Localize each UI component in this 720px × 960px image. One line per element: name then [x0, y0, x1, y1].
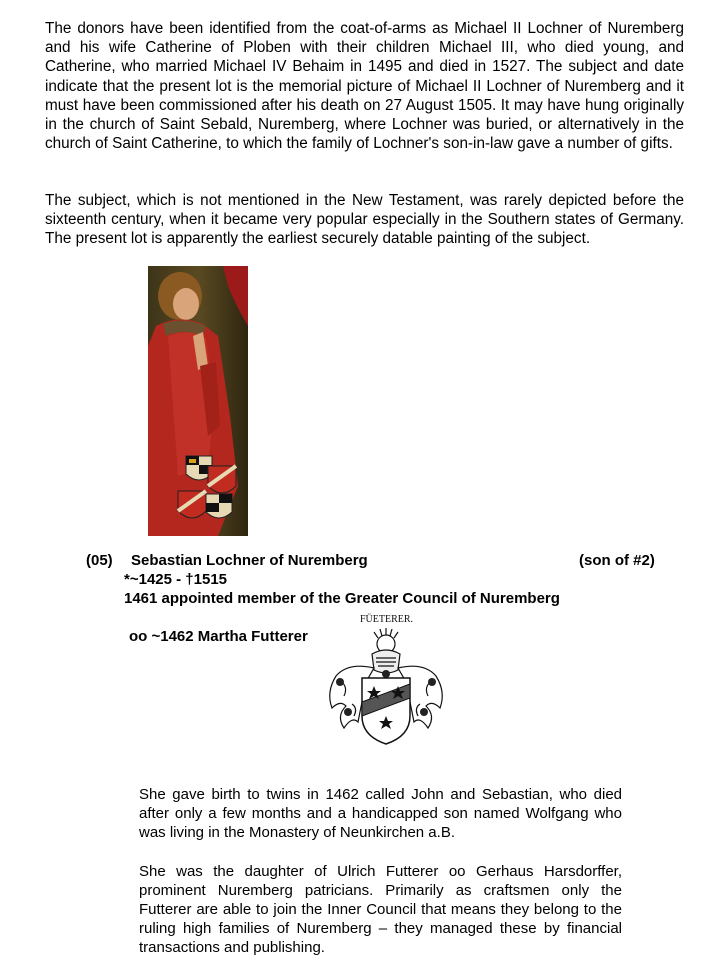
coat-of-arms-icon	[318, 612, 454, 748]
entry-council: 1461 appointed member of the Greater Council of Nuremberg	[124, 590, 560, 607]
entry-number: (05)	[86, 552, 113, 569]
coat-caption: FÜETERER.	[360, 614, 414, 625]
kneeling-donor-painting	[148, 266, 248, 536]
entry-dates: *~1425 - †1515	[124, 571, 228, 588]
painting-detail-image	[148, 266, 248, 536]
paragraph-futterer-family: She was the daughter of Ulrich Futterer oo Gerhaus Harsdorffer, prominent Nuremberg patricians. Primarily as craftsmen only the Futterer are able to join the Inner Council that means they belong to the ruling high families of Nuremberg – they managed these by financial transactions and publishing.	[139, 863, 622, 956]
paragraph-subject: The subject, which is not mentioned in the New Testament, was rarely depicted before the sixteenth century, when it became very popular especially in the Southern states of Germany. The present lot is apparently the earliest securely datable painting of the subject.	[45, 192, 684, 248]
futterer-coat-of-arms	[318, 612, 454, 748]
paragraph-twins: She gave birth to twins in 1462 called John and Sebastian, who died after only a few months and a handicapped son named Wolfgang who was living in the Monastery of Neunkirchen a.B.	[139, 786, 622, 841]
entry-relation: (son of #2)	[579, 552, 655, 569]
paragraph-donors: The donors have been identified from the coat-of-arms as Michael II Lochner of Nuremberg and his wife Catherine of Ploben with their children Michael III, who died young, and Catherine, who married Michael IV Behaim in 1495 and died in 1527. The subject and date indicate that the present lot is the memorial picture of Michael II Lochner of Nuremberg and it must have been commissioned after his death on 27 August 1505. It may have hung originally in the church of Saint Sebald, Nuremberg, where Lochner was buried, or alternatively in the church of Saint Catherine, to which the family of Lochner's son-in-law gave a number of gifts.	[45, 20, 684, 153]
entry-marriage: oo ~1462 Martha Futterer	[129, 628, 308, 645]
entry-name: Sebastian Lochner of Nuremberg	[131, 552, 368, 569]
